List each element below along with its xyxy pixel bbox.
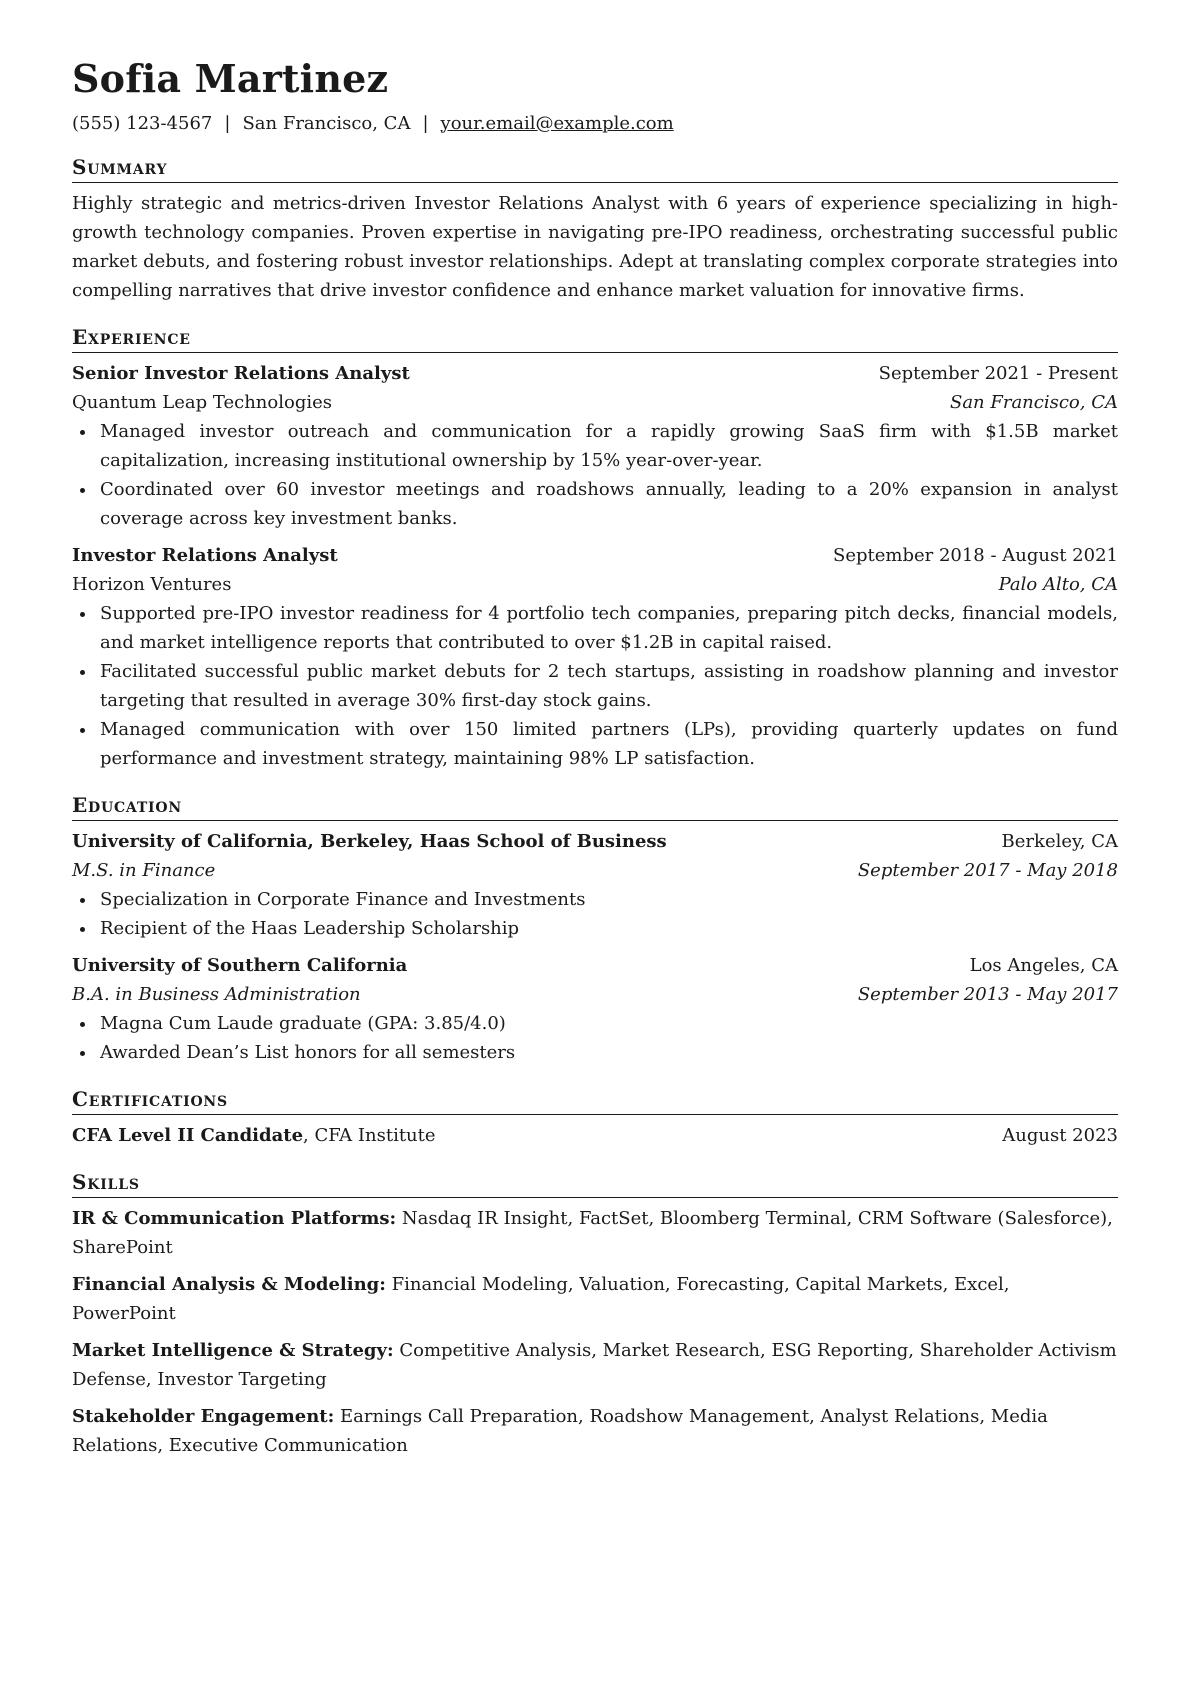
job-location: Palo Alto, CA: [998, 573, 1118, 595]
job-dates: September 2018 - August 2021: [832, 544, 1118, 566]
education-bullets: [72, 1009, 1118, 1067]
contact-separator: |: [224, 112, 231, 134]
job-company-row: [72, 388, 1118, 417]
list-item: Recipient of the Haas Leadership Scholarship: [100, 914, 1118, 943]
job-company: Quantum Leap Technologies: [72, 391, 332, 413]
degree-dates: September 2017 - May 2018: [857, 859, 1118, 881]
job-header-row: [72, 359, 1118, 388]
school-header-row: [72, 827, 1118, 856]
certification-row: [72, 1121, 1118, 1150]
job-location: San Francisco, CA: [949, 391, 1118, 413]
certification-date: August 2023: [1002, 1124, 1118, 1146]
school-name: University of California, Berkeley, Haas School of Business: [72, 830, 667, 852]
skill-group-label: IR & Communication Platforms:: [72, 1207, 397, 1229]
education-entry: [72, 951, 1118, 1067]
education-section: [72, 793, 1118, 1067]
job-entry: [72, 541, 1118, 773]
skill-group-items: Nasdaq IR Insight, FactSet, Bloomberg Terminal, CRM Software (Salesforce), SharePoint: [72, 1207, 1113, 1258]
skill-group: [72, 1270, 1118, 1328]
section-title-skills: Skills: [72, 1170, 1118, 1198]
school-header-row: [72, 951, 1118, 980]
summary-text: Highly strategic and metrics-driven Investor Relations Analyst with 6 years of experience specializing in high-growth technology companies. Proven expertise in navigating pre-IPO readiness, orchestrating successful public market debuts, and fostering robust investor relationships. Adept at translating complex corporate strategies into compelling narratives that drive investor confidence and enhance market valuation for innovative firms.: [72, 192, 1118, 301]
contact-location: San Francisco, CA: [242, 112, 411, 134]
list-item: Coordinated over 60 investor meetings and roadshows annually, leading to a 20% expansion in analyst coverage across key investment banks.: [100, 475, 1118, 533]
contact-separator: |: [422, 112, 429, 134]
section-title-experience: Experience: [72, 325, 1118, 353]
phone-number: (555) 123-4567: [72, 112, 213, 134]
contact-line: [72, 112, 1118, 135]
section-title-certifications: Certifications: [72, 1087, 1118, 1115]
job-bullets: [72, 417, 1118, 533]
section-title-summary: Summary: [72, 155, 1118, 183]
job-role: Senior Investor Relations Analyst: [72, 362, 410, 384]
skill-group-label: Financial Analysis & Modeling:: [72, 1273, 386, 1295]
degree-dates: September 2013 - May 2017: [857, 983, 1118, 1005]
skill-group: [72, 1402, 1118, 1460]
job-entry: [72, 359, 1118, 533]
candidate-name: Sofia Martinez: [72, 56, 389, 101]
skill-group-items: Earnings Call Preparation, Roadshow Management, Analyst Relations, Media Relations, Executive Communication: [72, 1405, 1048, 1456]
list-item: Specialization in Corporate Finance and Investments: [100, 885, 1118, 914]
section-title-education: Education: [72, 793, 1118, 821]
job-header-row: [72, 541, 1118, 570]
job-company: Horizon Ventures: [72, 573, 232, 595]
certification-issuer: , CFA Institute: [303, 1124, 436, 1146]
list-item: Managed investor outreach and communication for a rapidly growing SaaS firm with $1.5B market capitalization, increasing institutional ownership by 15% year-over-year.: [100, 417, 1118, 475]
degree-row: [72, 980, 1118, 1009]
list-item: Magna Cum Laude graduate (GPA: 3.85/4.0): [100, 1009, 1118, 1038]
skills-section: [72, 1170, 1118, 1460]
certifications-section: [72, 1087, 1118, 1150]
email-link[interactable]: your.email@example.com: [440, 112, 674, 134]
list-item: Supported pre-IPO investor readiness for 4 portfolio tech companies, preparing pitch decks, financial models, and market intelligence reports that contributed to over $1.2B in capital raised.: [100, 599, 1118, 657]
skill-group-label: Stakeholder Engagement:: [72, 1405, 335, 1427]
education-entry: [72, 827, 1118, 943]
skill-group-label: Market Intelligence & Strategy:: [72, 1339, 394, 1361]
degree-name: M.S. in Finance: [72, 859, 216, 881]
certification-text: [72, 1121, 436, 1150]
experience-section: [72, 325, 1118, 773]
list-item: Facilitated successful public market debuts for 2 tech startups, assisting in roadshow planning and investor targeting that resulted in average 30% first-day stock gains.: [100, 657, 1118, 715]
job-bullets: [72, 599, 1118, 773]
degree-name: B.A. in Business Administration: [72, 983, 361, 1005]
skill-group: [72, 1204, 1118, 1262]
certification-name: CFA Level II Candidate: [72, 1124, 304, 1146]
list-item: Managed communication with over 150 limited partners (LPs), providing quarterly updates on fund performance and investment strategy, maintaining 98% LP satisfaction.: [100, 715, 1118, 773]
skill-group-items: Financial Modeling, Valuation, Forecasting, Capital Markets, Excel, PowerPoint: [72, 1273, 1010, 1324]
summary-section: [72, 155, 1118, 305]
skill-group-items: Competitive Analysis, Market Research, ESG Reporting, Shareholder Activism Defense, Investor Targeting: [72, 1339, 1117, 1390]
education-bullets: [72, 885, 1118, 943]
skill-group: [72, 1336, 1118, 1394]
school-location: Los Angeles, CA: [969, 954, 1118, 976]
list-item: Awarded Dean’s List honors for all semesters: [100, 1038, 1118, 1067]
job-role: Investor Relations Analyst: [72, 544, 338, 566]
job-company-row: [72, 570, 1118, 599]
degree-row: [72, 856, 1118, 885]
school-location: Berkeley, CA: [1001, 830, 1118, 852]
job-dates: September 2021 - Present: [878, 362, 1118, 384]
school-name: University of Southern California: [72, 954, 408, 976]
